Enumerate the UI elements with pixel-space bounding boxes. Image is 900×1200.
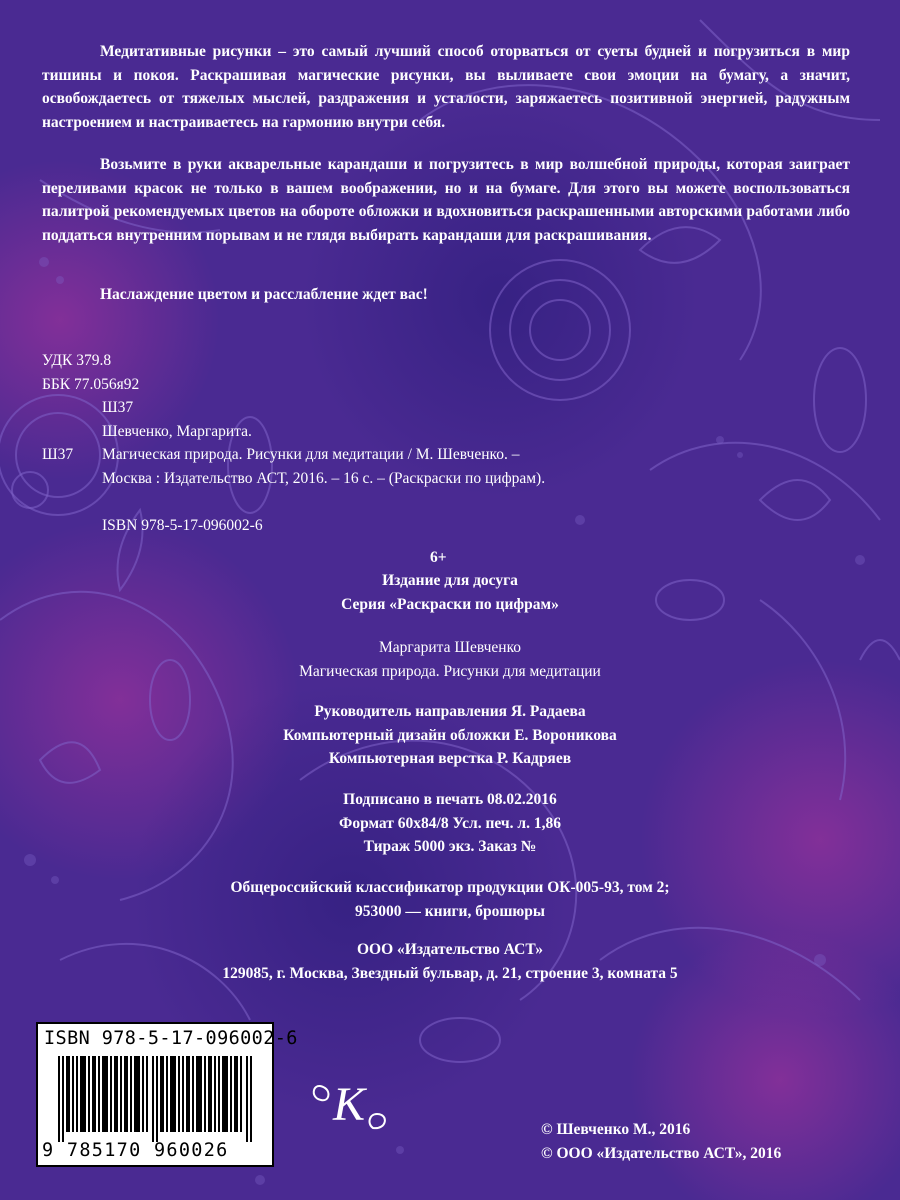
classifier-line: Общероссийский классификатор продукции ОК-005-93, том 2; (230, 879, 670, 896)
isbn-barcode (36, 1022, 298, 1167)
classifier-code: 953000 — книги, брошюры (354, 902, 546, 920)
intro-paragraph-3-text: Наслаждение цветом и расслабление ждет вас! (100, 286, 428, 303)
record-isbn: ISBN 978-5-17-096002-6 (102, 516, 263, 534)
staff-cover-design: Компьютерный дизайн обложки Е. Вороникова (283, 726, 617, 744)
copyright-publisher: © ООО «Издательство АСТ», 2016 (541, 1144, 782, 1162)
barcode-bars (58, 1056, 256, 1142)
edition-type: Издание для досуга (382, 572, 518, 589)
copyright-block (541, 1118, 781, 1165)
barcode-isbn-text: ISBN 978-5-17-096002-6 (44, 1028, 298, 1049)
book-block (0, 636, 900, 683)
age-rating-text: 6+ (430, 549, 447, 566)
staff-layout: Компьютерная верстка Р. Кадряев (328, 750, 572, 767)
intro-paragraph-3 (42, 283, 850, 307)
intro-paragraph-2-text: Возьмите в руки акварельные карандаши и погрузитесь в мир волшебной природы, которая заиграет переливами красок не только в вашем воображении, но и на бумаге. Для этого вы можете воспользоваться палитрой рекомендуемых цветов на обороте обложки и вдохновиться раскрашенными авторскими работами либо поддаться внутренним порывам и не глядя выбирать карандаши для раскрашивания. (42, 156, 850, 244)
edition-block (0, 569, 900, 616)
copyright-author: © Шевченко М., 2016 (541, 1121, 691, 1138)
barcode-digits: 9 785170 960026 (42, 1140, 229, 1161)
imprint-title: Магическая природа. Рисунки для медитации (299, 662, 601, 680)
classifier-block (0, 876, 900, 923)
logo-letter: K (332, 1078, 366, 1131)
series-name: Серия «Раскраски по цифрам» (341, 595, 559, 613)
publisher-name: ООО «Издательство АСТ» (356, 941, 544, 958)
print-signed: Подписано в печать 08.02.2016 (343, 791, 557, 808)
publisher-logo (303, 1058, 395, 1150)
print-block (0, 788, 900, 859)
udk-code: УДК 379.8 (42, 352, 112, 369)
publisher-address: 129085, г. Москва, Звездный бульвар, д. 21, строение 3, комната 5 (222, 964, 678, 982)
intro-paragraph-2 (42, 153, 850, 247)
staff-director: Руководитель направления Я. Радаева (314, 703, 586, 720)
age-rating (430, 546, 447, 570)
intro-paragraph-1 (42, 40, 850, 134)
print-format: Формат 60х84/8 Усл. печ. л. 1,86 (339, 814, 561, 832)
intro-paragraph-1-text: Медитативные рисунки – это самый лучший способ оторваться от суеты будней и погрузиться в мир тишины и покоя. Раскрашивая магические рисунки, вы выливаете свои эмоции на бумагу, а значит, освобождаетесь от тяжелых мыслей, раздражения и усталости, заряжаетесь позитивной энергией, радужным настроением и настраиваетесь на гармонию внутри себя. (42, 43, 850, 131)
record-publisher: Москва : Издательство АСТ, 2016. – 16 с. – (Раскраски по цифрам). (102, 469, 546, 487)
author-mark: Ш37 (102, 399, 134, 416)
record-author: Шевченко, Маргарита. (102, 422, 252, 440)
publisher-block (0, 938, 900, 985)
staff-block (0, 700, 900, 771)
print-run: Тираж 5000 экз. Заказ № (363, 838, 537, 855)
bbk-code: ББК 77.056я92 (42, 375, 140, 393)
imprint-author: Маргарита Шевченко (378, 639, 522, 656)
record-title: Магическая природа. Рисунки для медитации / М. Шевченко. – (102, 446, 520, 463)
record-code: Ш37 (42, 446, 74, 463)
